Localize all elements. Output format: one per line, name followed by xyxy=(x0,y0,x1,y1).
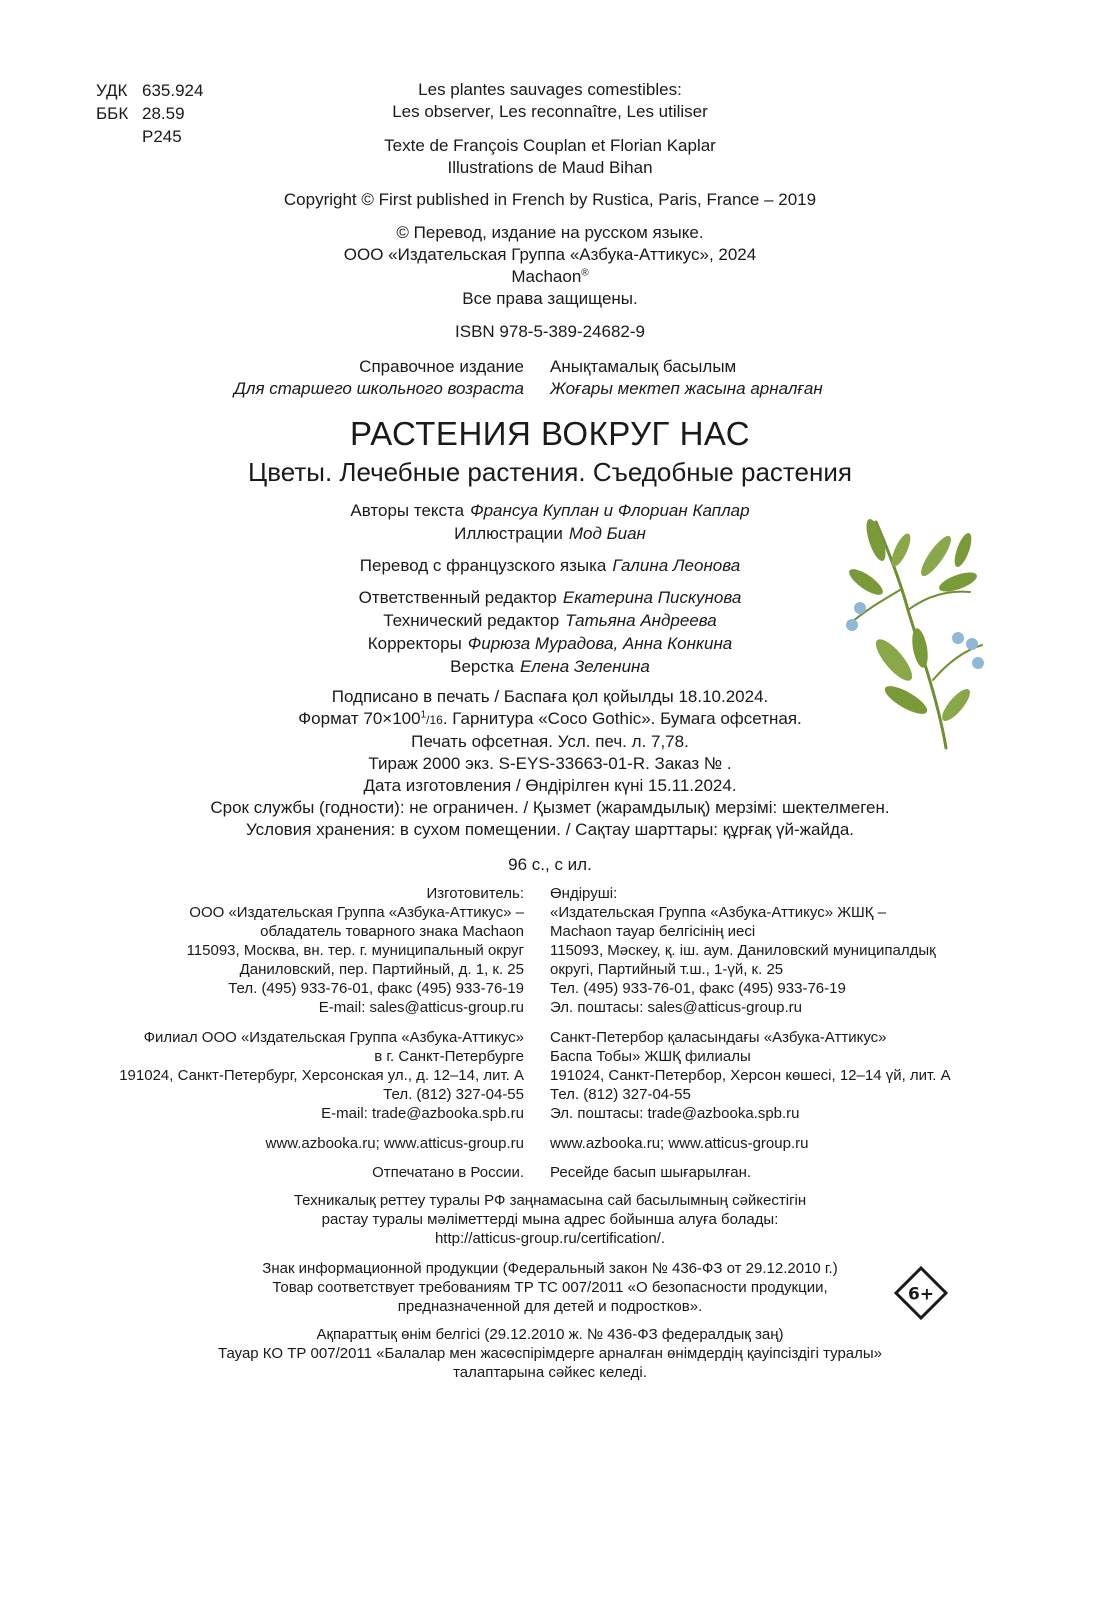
bbk-key: ББК xyxy=(96,104,129,123)
credit-role: Ответственный редактор xyxy=(358,588,557,607)
ru-info-line: Знак информационной продукции (Федеральный закон № 436-ФЗ от 29.12.2010 г.) xyxy=(262,1260,838,1277)
rights-line: Все права защищены. xyxy=(462,289,638,308)
kz-cert-line: растау туралы мәліметтерді мына адрес бойынша алуға болады: xyxy=(321,1211,779,1228)
format-suffix: . Гарнитура «Coco Gothic». Бумага офсетная. xyxy=(442,709,802,728)
credit-name: Елена Зеленина xyxy=(519,657,650,676)
print-made: Дата изготовления / Өндірілген күні 15.11.2024. xyxy=(363,776,737,795)
manufacturer-kz: Эл. поштасы: sales@atticus-group.ru xyxy=(550,999,802,1016)
rights-block xyxy=(0,222,1100,310)
branch-ru: Тел. (812) 327-04-55 xyxy=(383,1086,524,1103)
credit-role: Верстка xyxy=(450,657,514,676)
credit-role: Технический редактор xyxy=(383,611,560,630)
credit-name: Мод Биан xyxy=(568,524,646,543)
print-service: Срок службы (годности): не ограничен. / Қызмет (жарамдылық) мерзімі: шектелмеген. xyxy=(210,798,890,817)
kz-cert-line: http://atticus-group.ru/certification/. xyxy=(434,1230,666,1247)
branch-row xyxy=(0,1104,1100,1123)
web-links-row xyxy=(0,1134,1100,1153)
branch-ru: 191024, Санкт-Петербург, Херсонская ул., д. 12–14, лит. А xyxy=(119,1067,524,1084)
printed-row xyxy=(0,1163,1100,1182)
age-group-kz: Жоғары мектеп жасына арналған xyxy=(550,379,823,398)
brand-name: Machaon xyxy=(511,267,582,286)
kz-info-line: Тауар КО ТР 007/2011 «Балалар мен жасөспірімдерге арналған өнімдердің қауіпсіздігі туралы» xyxy=(217,1345,883,1362)
manufacturer-row xyxy=(0,979,1100,998)
original-title-line: Les plantes sauvages comestibles: xyxy=(418,80,682,99)
credit-role: Авторы текста xyxy=(350,501,465,520)
web-links-ru: www.azbooka.ru; www.atticus-group.ru xyxy=(265,1135,524,1152)
format-sub: /16 xyxy=(426,713,443,727)
branch-row xyxy=(0,1085,1100,1104)
branch-ru: Филиал ООО «Издательская Группа «Азбука-Аттикус» xyxy=(143,1029,524,1046)
classification-row xyxy=(0,356,1100,378)
manufacturer-ru: 115093, Москва, вн. тер. г. муниципальный округ xyxy=(186,942,524,959)
kz-certification xyxy=(0,1191,1100,1248)
age-rating-icon xyxy=(893,1265,949,1321)
manufacturer-row xyxy=(0,941,1100,960)
original-copyright xyxy=(0,189,1100,211)
branch-kz: Санкт-Петербор қаласындағы «Азбука-Аттикус» xyxy=(550,1029,887,1046)
format-sup: 1 xyxy=(420,709,427,721)
print-signed: Подписано в печать / Баспаға қол қойылды 18.10.2024. xyxy=(331,687,769,706)
branch-kz: Тел. (812) 327-04-55 xyxy=(550,1086,691,1103)
original-author-line: Texte de François Couplan et Florian Kaplar xyxy=(384,136,716,155)
udk-value: 635.924 xyxy=(142,81,204,100)
credit-role: Корректоры xyxy=(367,634,462,653)
credit-name: Франсуа Куплан и Флориан Каплар xyxy=(470,501,750,520)
credit-name: Фирюза Мурадова, Анна Конкина xyxy=(467,634,733,653)
manufacturer-ru: E-mail: sales@atticus-group.ru xyxy=(318,999,524,1016)
age-group-row xyxy=(0,378,1100,400)
isbn-line: ISBN 978-5-389-24682-9 xyxy=(455,322,645,341)
page-count-line: 96 с., с ил. xyxy=(508,855,592,874)
rights-line: ООО «Издательская Группа «Азбука-Аттикус», 2024 xyxy=(343,245,757,264)
manufacturer-ru: Изготовитель: xyxy=(426,885,524,902)
manufacturer-kz: 115093, Мәскеу, қ. іш. аум. Даниловский муниципалдық xyxy=(550,942,936,959)
branch-kz: Эл. поштасы: trade@azbooka.spb.ru xyxy=(550,1105,800,1122)
branch-row xyxy=(0,1066,1100,1085)
printed-in-kz: Ресейде басып шығарылған. xyxy=(550,1164,752,1181)
manufacturer-row xyxy=(0,922,1100,941)
age-rating-text: 6+ xyxy=(907,1284,935,1305)
manufacturer-kz: Өндіруші: xyxy=(550,885,618,902)
book-title: РАСТЕНИЯ ВОКРУГ НАС xyxy=(349,415,751,452)
udk-key: УДК xyxy=(96,81,128,100)
classification-block xyxy=(0,356,1100,400)
isbn xyxy=(0,321,1100,343)
print-printing: Печать офсетная. Усл. печ. л. 7,78. xyxy=(411,732,689,751)
branch-ru: в г. Санкт-Петербурге xyxy=(374,1048,524,1065)
credit-name: Галина Леонова xyxy=(612,556,741,575)
format-prefix: Формат 70×100 xyxy=(298,709,421,728)
branch-block xyxy=(0,1028,1100,1123)
kz-cert-line: Техникалық реттеу туралы РФ заңнамасына сай басылымның сәйкестігін xyxy=(293,1192,807,1209)
classification-ru: Справочное издание xyxy=(359,357,524,376)
author-mark: Р245 xyxy=(142,127,182,146)
manufacturer-ru: ООО «Издательская Группа «Азбука-Аттикус» – xyxy=(189,904,524,921)
manufacturer-kz: «Издательская Группа «Азбука-Аттикус» ЖШҚ – xyxy=(550,904,887,921)
manufacturer-block xyxy=(0,884,1100,1017)
manufacturer-ru: Даниловский, пер. Партийный, д. 1, к. 25 xyxy=(239,961,524,978)
age-group-ru: Для старшего школьного возраста xyxy=(233,379,524,398)
manufacturer-ru: обладатель товарного знака Machaon xyxy=(260,923,524,940)
original-author-line: Illustrations de Maud Bihan xyxy=(447,158,653,177)
manufacturer-kz: Machaon тауар белгісінің иесі xyxy=(550,923,756,940)
branch-row xyxy=(0,1047,1100,1066)
printed-in-row xyxy=(0,1163,1100,1182)
credit-role: Перевод с французского языка xyxy=(359,556,607,575)
manufacturer-row xyxy=(0,960,1100,979)
branch-row xyxy=(0,1028,1100,1047)
branch-ru: E-mail: trade@azbooka.spb.ru xyxy=(321,1105,524,1122)
book-subtitle: Цветы. Лечебные растения. Съедобные растения xyxy=(248,457,852,487)
original-title-line: Les observer, Les reconnaître, Les utiliser xyxy=(392,102,708,121)
credit-name: Татьяна Андреева xyxy=(565,611,717,630)
rights-line: © Перевод, издание на русском языке. xyxy=(396,223,704,242)
copyright-line: Copyright © First published in French by Rustica, Paris, France – 2019 xyxy=(283,190,817,209)
original-authors xyxy=(0,135,1100,179)
print-storage: Условия хранения: в сухом помещении. / Сақтау шарттары: құрғақ үй-жайда. xyxy=(245,820,855,839)
web-row xyxy=(0,1134,1100,1153)
manufacturer-ru: Тел. (495) 933-76-01, факс (495) 933-76-19 xyxy=(228,980,524,997)
registered-mark: ® xyxy=(581,267,589,279)
printed-in-ru: Отпечатано в России. xyxy=(372,1164,524,1181)
manufacturer-row xyxy=(0,998,1100,1017)
web-links-kz: www.azbooka.ru; www.atticus-group.ru xyxy=(550,1135,809,1152)
kz-info-product xyxy=(0,1325,1100,1382)
manufacturer-row xyxy=(0,884,1100,903)
kz-info-line: Ақпараттық өнім белгісі (29.12.2010 ж. № 436-ФЗ федералдық заң) xyxy=(316,1326,784,1343)
page-count xyxy=(0,854,1100,876)
print-run: Тираж 2000 экз. S-EYS-33663-01-R. Заказ № . xyxy=(368,754,732,773)
branch-kz: Баспа Тобы» ЖШҚ филиалы xyxy=(550,1048,751,1065)
classification-kz: Анықтамалық басылым xyxy=(550,357,737,376)
credit-role: Иллюстрации xyxy=(454,524,563,543)
plant-branch-icon xyxy=(838,510,988,750)
manufacturer-row xyxy=(0,903,1100,922)
manufacturer-kz: Тел. (495) 933-76-01, факс (495) 933-76-19 xyxy=(550,980,846,997)
ru-info-line: Товар соответствует требованиям ТР ТС 007/2011 «О безопасности продукции, xyxy=(272,1279,828,1296)
credit-name: Екатерина Пискунова xyxy=(562,588,742,607)
bbk-value: 28.59 xyxy=(142,104,185,123)
brand-line xyxy=(0,266,1100,288)
branch-kz: 191024, Санкт-Петербор, Херсон көшесі, 12–14 үй, лит. А xyxy=(550,1067,951,1084)
original-title xyxy=(0,79,1100,123)
kz-info-line: талаптарына сәйкес келеді. xyxy=(453,1364,647,1381)
manufacturer-kz: округі, Партийный т.ш., 1-үй, к. 25 xyxy=(550,961,784,978)
ru-info-line: предназначенной для детей и подростков». xyxy=(397,1298,703,1315)
